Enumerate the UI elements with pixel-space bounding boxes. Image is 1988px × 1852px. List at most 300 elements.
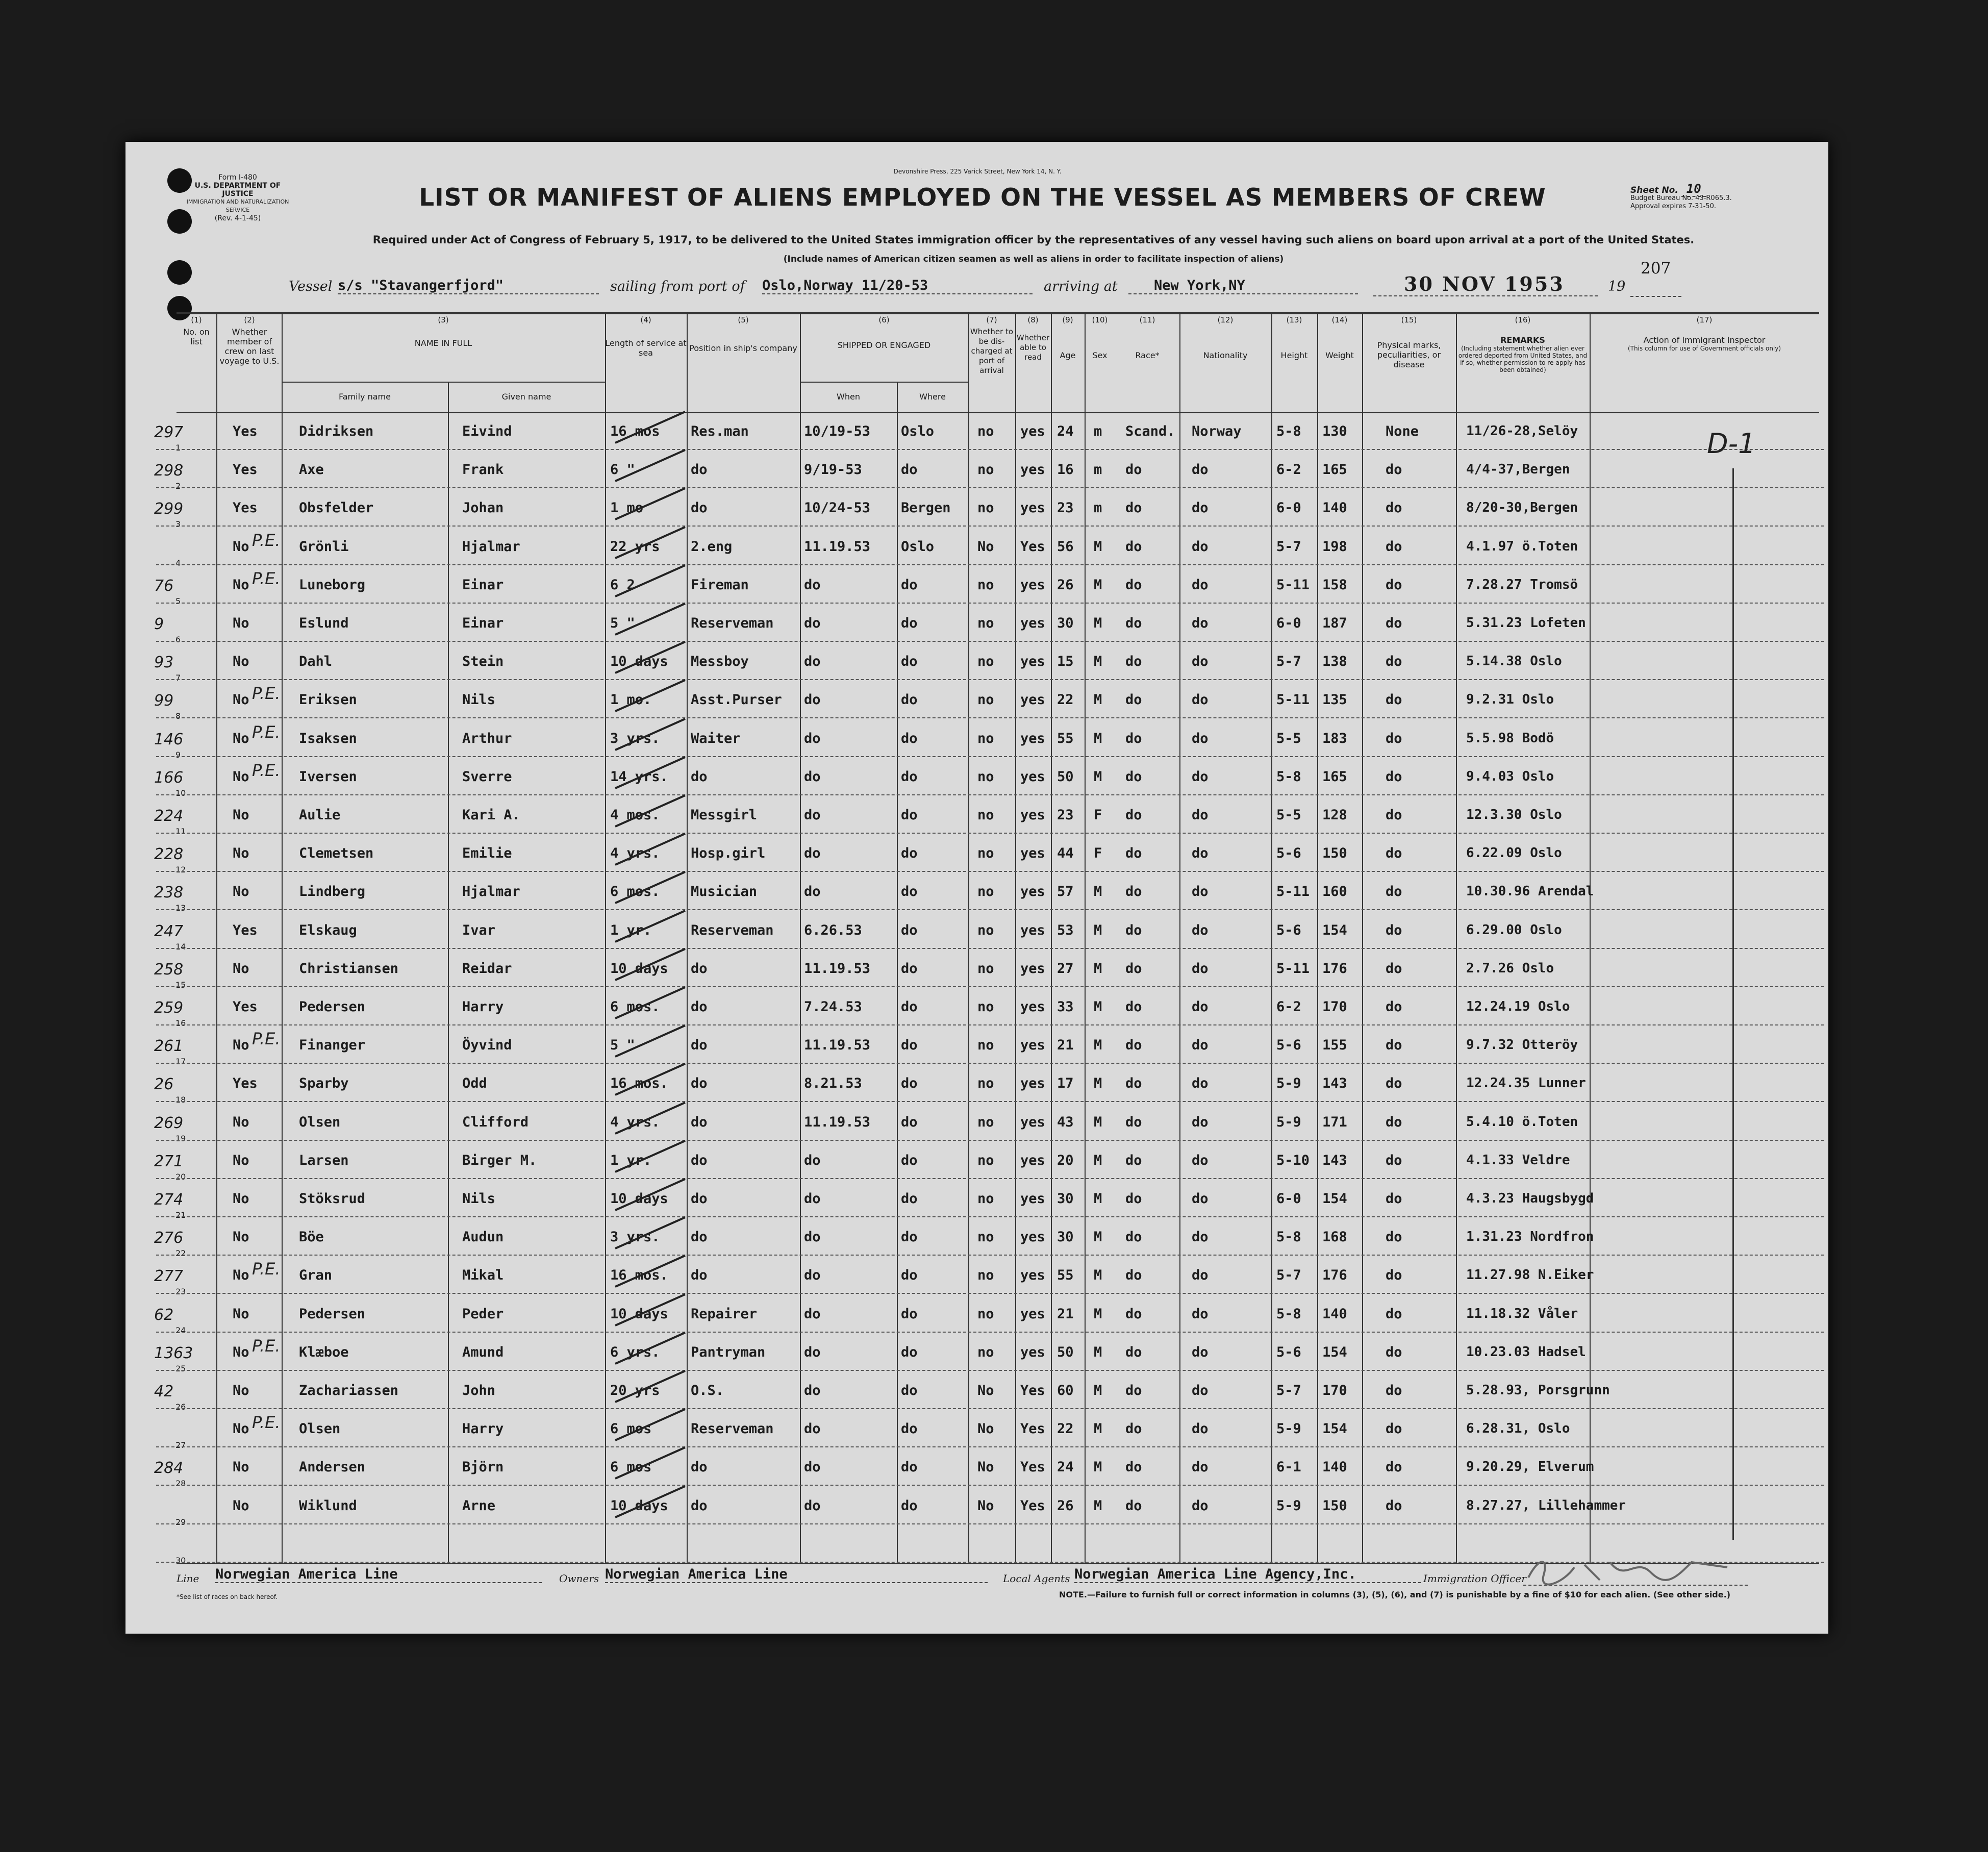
col-header-name: (3) NAME IN FULL	[414, 315, 472, 348]
cell-able-to-read: yes	[1020, 500, 1045, 516]
cell-race: do	[1125, 999, 1142, 1015]
cell-list-number: 261	[154, 1037, 184, 1056]
row-index: 18	[175, 1095, 186, 1105]
cell-race: do	[1125, 1152, 1142, 1168]
cell-height: 5-6	[1276, 1037, 1301, 1054]
row-index: 24	[175, 1325, 186, 1335]
cell-shipped-when: do	[804, 807, 821, 823]
cell-sex: M	[1094, 960, 1102, 977]
table-row	[125, 911, 1824, 952]
departure-port: Oslo,Norway 11/20-53	[762, 278, 1033, 294]
cell-discharged: no	[977, 730, 994, 746]
cell-height: 5-11	[1276, 577, 1310, 593]
cell-discharged: no	[977, 999, 994, 1015]
approval-expiry: Approval expires 7-31-50.	[1630, 203, 1716, 210]
table-row	[125, 1487, 1824, 1527]
cell-shipped-where: do	[901, 1421, 918, 1437]
cell-prev-voyage: No	[233, 538, 249, 555]
cell-able-to-read: yes	[1020, 768, 1045, 785]
col-header-inspector: (17) Action of Immigrant Inspector (This column for use of Government officials only)	[1627, 315, 1781, 352]
row-rule	[156, 603, 1824, 604]
cell-weight: 154	[1322, 1421, 1347, 1437]
cell-given-name: Kari A.	[462, 807, 520, 823]
cell-nationality: do	[1192, 1114, 1209, 1130]
cell-family-name: Finanger	[299, 1037, 366, 1054]
table-row	[125, 1295, 1824, 1333]
cell-age: 60	[1057, 1383, 1074, 1398]
cell-weight: 155	[1322, 1037, 1347, 1054]
cell-sex: M	[1094, 999, 1102, 1015]
cell-prev-voyage: Yes	[233, 999, 258, 1015]
cell-shipped-where: do	[901, 1037, 918, 1054]
cell-list-number: 259	[154, 999, 184, 1017]
cell-race: do	[1125, 1075, 1142, 1092]
col-header-family-name: Family name	[339, 392, 391, 402]
cell-position: do	[691, 1267, 708, 1284]
table-row	[125, 489, 1824, 530]
table-row	[125, 1333, 1824, 1371]
cell-service-length: 1 mo	[610, 500, 644, 516]
cell-shipped-where: do	[901, 577, 918, 593]
cell-service-length: 6 mos	[610, 1421, 652, 1437]
cell-physical-marks: do	[1386, 577, 1402, 593]
cell-family-name: Lindberg	[299, 884, 366, 900]
cell-remarks: 6.22.09 Oslo	[1466, 845, 1562, 861]
col-header-marks: (15) Physical marks, peculiarities, or disease	[1377, 315, 1441, 369]
cell-service-length: 10 days	[610, 1191, 668, 1207]
manifest-sheet	[125, 142, 1828, 1634]
cell-height: 6-2	[1276, 999, 1301, 1015]
cell-family-name: Obsfelder	[299, 500, 374, 516]
cell-physical-marks: do	[1386, 768, 1402, 785]
cell-sex: M	[1094, 922, 1102, 938]
cell-nationality: do	[1192, 692, 1209, 708]
cell-age: 24	[1057, 423, 1074, 439]
cell-list-number: 224	[154, 807, 184, 825]
cell-given-name: Harry	[462, 1421, 504, 1437]
cell-shipped-when: do	[804, 1229, 821, 1245]
cell-sex: m	[1094, 500, 1102, 516]
cell-physical-marks: do	[1386, 1497, 1402, 1514]
cell-height: 6-0	[1276, 1191, 1301, 1207]
cell-remarks: 9.20.29, Elverum	[1466, 1459, 1594, 1475]
table-row	[125, 1371, 1824, 1412]
cell-able-to-read: Yes	[1020, 1497, 1045, 1514]
cell-given-name: Stein	[462, 654, 504, 670]
cell-shipped-when: 10/19-53	[804, 423, 871, 439]
cell-age: 53	[1057, 922, 1074, 938]
cell-physical-marks: do	[1386, 1152, 1402, 1168]
cell-prev-voyage: No	[233, 1497, 249, 1514]
cell-discharged: No	[977, 1421, 994, 1437]
cell-discharged: no	[977, 1152, 994, 1168]
cell-height: 6-0	[1276, 615, 1301, 631]
printer-line: Devonshire Press, 225 Varick Street, New York 14, N. Y.	[893, 168, 1062, 175]
cell-given-name: Amund	[462, 1344, 504, 1360]
cell-sex: M	[1094, 768, 1102, 785]
cell-remarks: 5.4.10 ö.Toten	[1466, 1114, 1578, 1130]
form-block	[182, 173, 294, 222]
cell-list-number: 298	[154, 462, 184, 480]
cell-race: do	[1125, 462, 1142, 478]
fine-note: NOTE.—Failure to furnish full or correct information in columns (3), (5), (6), and (7) is punishable by a fine of $10 for each alien. (See other side.)	[1059, 1590, 1730, 1599]
cell-list-number: 277	[154, 1267, 184, 1286]
cell-given-name: Sverre	[462, 768, 512, 785]
cell-age: 24	[1057, 1459, 1074, 1475]
cell-given-name: Frank	[462, 462, 504, 478]
cell-position: do	[691, 1075, 708, 1092]
cell-given-name: Emilie	[462, 845, 512, 862]
cell-family-name: Didriksen	[299, 423, 374, 439]
cell-prev-voyage: Yes	[233, 462, 258, 478]
cell-shipped-when: do	[804, 1191, 821, 1207]
cell-sex: M	[1094, 1459, 1102, 1475]
cell-shipped-where: do	[901, 692, 918, 708]
crew-rows	[125, 412, 1824, 1563]
cell-age: 21	[1057, 1037, 1074, 1054]
year-field	[1630, 296, 1681, 297]
cell-able-to-read: yes	[1020, 1152, 1045, 1168]
table-row	[125, 872, 1824, 913]
row-rule	[156, 1370, 1824, 1371]
row-rule	[156, 564, 1824, 565]
row-rule	[156, 1255, 1824, 1256]
cell-prev-voyage: No	[233, 1267, 249, 1284]
cell-able-to-read: yes	[1020, 1114, 1045, 1130]
cell-height: 5-5	[1276, 807, 1301, 823]
cell-shipped-where: do	[901, 1191, 918, 1207]
cell-given-name: Johan	[462, 500, 504, 516]
cell-given-name: Einar	[462, 577, 504, 593]
agents-label: Local Agents	[1003, 1572, 1070, 1585]
col-header-shipped: (6) SHIPPED OR ENGAGED	[837, 315, 931, 350]
cell-given-name: Birger M.	[462, 1152, 537, 1168]
cell-list-number: 276	[154, 1229, 184, 1247]
cell-age: 16	[1057, 462, 1074, 478]
cell-given-name: Harry	[462, 999, 504, 1015]
cell-race: do	[1125, 845, 1142, 862]
cell-physical-marks: do	[1386, 615, 1402, 631]
cell-age: 56	[1057, 538, 1074, 555]
cell-family-name: Gran	[299, 1267, 333, 1284]
cell-family-name: Christiansen	[299, 960, 399, 977]
sheet-label: Sheet No.	[1630, 185, 1678, 195]
cell-service-length: 16 mos.	[610, 1075, 668, 1092]
cell-nationality: do	[1192, 807, 1209, 823]
cell-remarks: 5.31.23 Lofeten	[1466, 615, 1586, 631]
cell-remarks: 8/20-30,Bergen	[1466, 500, 1578, 516]
row-rule	[156, 986, 1824, 987]
cell-shipped-where: do	[901, 1497, 918, 1514]
cell-height: 5-8	[1276, 423, 1301, 439]
cell-height: 5-7	[1276, 538, 1301, 555]
cell-service-length: 1 yr.	[610, 922, 652, 938]
cell-age: 57	[1057, 884, 1074, 900]
cell-weight: 183	[1322, 730, 1347, 746]
cell-remarks: 7.28.27 Tromsö	[1466, 577, 1578, 592]
cell-physical-marks: do	[1386, 807, 1402, 823]
cell-physical-marks: do	[1386, 500, 1402, 516]
cell-family-name: Dahl	[299, 654, 333, 670]
cell-able-to-read: Yes	[1020, 1421, 1045, 1437]
binder-hole	[167, 260, 192, 285]
cell-shipped-when: do	[804, 1421, 821, 1437]
cell-shipped-when: do	[804, 884, 821, 900]
line-label: Line	[177, 1572, 199, 1585]
row-index: 2	[175, 481, 181, 491]
cell-shipped-where: do	[901, 960, 918, 977]
cell-shipped-where: do	[901, 1459, 918, 1475]
cell-remarks: 11.27.98 N.Eiker	[1466, 1267, 1594, 1283]
cell-nationality: do	[1192, 500, 1209, 516]
cell-service-length: 16 mos.	[610, 1267, 668, 1284]
cell-height: 5-10	[1276, 1152, 1310, 1168]
cell-discharged: no	[977, 1114, 994, 1130]
cell-weight: 165	[1322, 462, 1347, 478]
cell-service-length: 10 days	[610, 1497, 668, 1514]
cell-list-number: 99	[154, 692, 174, 710]
cell-discharged: no	[977, 462, 994, 478]
cell-shipped-where: do	[901, 1152, 918, 1168]
cell-prev-voyage: No	[233, 768, 249, 785]
cell-shipped-where: do	[901, 1267, 918, 1284]
port-label: sailing from port of	[610, 279, 745, 294]
cell-remarks: 9.4.03 Oslo	[1466, 768, 1554, 784]
row-index: 28	[175, 1479, 186, 1489]
cell-discharged: No	[977, 1383, 994, 1398]
cell-discharged: no	[977, 1037, 994, 1054]
cell-race: do	[1125, 1306, 1142, 1322]
cell-remarks: 4.1.33 Veldre	[1466, 1152, 1570, 1168]
cell-race: do	[1125, 500, 1142, 516]
table-row	[125, 1256, 1824, 1297]
cell-height: 5-8	[1276, 1229, 1301, 1245]
cell-able-to-read: yes	[1020, 730, 1045, 746]
cell-family-name: Böe	[299, 1229, 324, 1245]
cell-race: do	[1125, 1459, 1142, 1475]
cell-service-length: 4 mos.	[610, 807, 660, 823]
cell-list-number: 238	[154, 884, 184, 902]
cell-nationality: do	[1192, 462, 1209, 478]
cell-prev-voyage: No	[233, 1191, 249, 1207]
cell-family-name: Clemetsen	[299, 845, 374, 862]
cell-remarks: 4.1.97 ö.Toten	[1466, 538, 1578, 554]
cell-able-to-read: yes	[1020, 1229, 1045, 1245]
row-rule	[156, 1446, 1824, 1447]
races-note: *See list of races on back hereof.	[177, 1593, 278, 1600]
cell-physical-marks: do	[1386, 462, 1402, 478]
cell-position: Reserveman	[691, 922, 774, 938]
row-rule	[156, 794, 1824, 795]
cell-service-length: 5 "	[610, 1037, 635, 1054]
row-index: 5	[175, 596, 181, 606]
cell-race: do	[1125, 1229, 1142, 1245]
cell-able-to-read: yes	[1020, 1037, 1045, 1054]
cell-weight: 168	[1322, 1229, 1347, 1245]
cell-shipped-where: do	[901, 845, 918, 862]
cell-given-name: Einar	[462, 615, 504, 631]
cell-shipped-when: 6.26.53	[804, 922, 862, 938]
cell-position: 2.eng	[691, 538, 733, 555]
row-rule	[156, 1063, 1824, 1064]
col-header-nationality: (12) Nationality	[1203, 315, 1248, 360]
cell-shipped-where: do	[901, 615, 918, 631]
cell-able-to-read: yes	[1020, 845, 1045, 862]
cell-given-name: Peder	[462, 1306, 504, 1322]
cell-age: 17	[1057, 1075, 1074, 1092]
col-header-position: (5) Position in ship's company	[689, 315, 797, 353]
cell-service-length: 6 mos.	[610, 884, 660, 900]
table-row	[125, 1410, 1824, 1450]
year-label: 19	[1608, 279, 1626, 294]
cell-shipped-where: do	[901, 1383, 918, 1398]
table-row	[125, 1141, 1824, 1182]
cell-age: 30	[1057, 1229, 1074, 1245]
cell-race: do	[1125, 922, 1142, 938]
cell-shipped-where: do	[901, 922, 918, 938]
cell-prev-voyage: No	[233, 1344, 249, 1360]
owners-value: Norwegian America Line	[605, 1566, 988, 1583]
cell-remarks: 6.29.00 Oslo	[1466, 922, 1562, 938]
table-row	[125, 949, 1824, 990]
cell-sex: M	[1094, 1421, 1102, 1437]
cell-list-number: 42	[154, 1383, 174, 1400]
cell-sex: M	[1094, 1037, 1102, 1054]
cell-shipped-when: do	[804, 1267, 821, 1284]
cell-physical-marks: do	[1386, 1075, 1402, 1092]
cell-age: 55	[1057, 730, 1074, 746]
cell-position: do	[691, 462, 708, 478]
cell-height: 5-9	[1276, 1075, 1301, 1092]
cell-weight: 160	[1322, 884, 1347, 900]
cell-nationality: do	[1192, 960, 1209, 977]
cell-position: do	[691, 1497, 708, 1514]
cell-service-length: 6 mos	[610, 1459, 652, 1475]
cell-physical-marks: do	[1386, 654, 1402, 670]
cell-nationality: do	[1192, 1306, 1209, 1322]
cell-physical-marks: do	[1386, 1459, 1402, 1475]
cell-shipped-when: 7.24.53	[804, 999, 862, 1015]
cell-height: 5-11	[1276, 884, 1310, 900]
cell-given-name: Arne	[462, 1497, 496, 1514]
cell-physical-marks: do	[1386, 1229, 1402, 1245]
cell-given-name: John	[462, 1383, 496, 1398]
table-row	[125, 1103, 1824, 1141]
cell-shipped-where: do	[901, 1306, 918, 1322]
form-subtitle: Required under Act of Congress of February 5, 1917, to be delivered to the United States immigration officer by the representatives of any vessel having such aliens on board upon arrival at a port of the United States.	[372, 234, 1695, 246]
cell-discharged: No	[977, 1459, 994, 1475]
col-header-weight: (14) Weight	[1325, 315, 1354, 360]
cell-physical-marks: do	[1386, 1037, 1402, 1054]
cell-able-to-read: yes	[1020, 615, 1045, 631]
cell-nationality: do	[1192, 845, 1209, 862]
cell-position: do	[691, 1037, 708, 1054]
cell-sex: M	[1094, 1344, 1102, 1360]
arrival-port: New York,NY	[1128, 278, 1358, 294]
cell-shipped-where: do	[901, 1075, 918, 1092]
col-header-read: (8) Whether able to read	[1016, 315, 1050, 362]
cell-shipped-when: 11.19.53	[804, 1037, 871, 1054]
cell-physical-marks: do	[1386, 1421, 1402, 1437]
cell-shipped-when: 10/24-53	[804, 500, 871, 516]
cell-given-name: Ivar	[462, 922, 496, 938]
row-index: 23	[175, 1287, 186, 1297]
cell-prev-voyage: No	[233, 654, 249, 670]
cell-service-length: 20 yrs	[610, 1383, 660, 1398]
cell-sex: M	[1094, 692, 1102, 708]
row-rule	[156, 871, 1824, 872]
row-index: 7	[175, 673, 181, 683]
cell-position: do	[691, 1459, 708, 1475]
cell-age: 26	[1057, 1497, 1074, 1514]
cell-given-name: Nils	[462, 1191, 496, 1207]
cell-prev-voyage: No	[233, 1152, 249, 1168]
cell-able-to-read: yes	[1020, 577, 1045, 593]
cell-age: 50	[1057, 1344, 1074, 1360]
cell-family-name: Eriksen	[299, 692, 357, 708]
cell-prev-voyage: No	[233, 615, 249, 631]
cell-physical-marks: do	[1386, 1191, 1402, 1207]
cell-race: do	[1125, 730, 1142, 746]
cell-prev-voyage: Yes	[233, 423, 258, 439]
cell-list-number: 299	[154, 500, 184, 518]
cell-discharged: no	[977, 615, 994, 631]
col-header-list-no: (1) No. on list	[183, 315, 210, 346]
pe-annotation: P.E.	[252, 1413, 281, 1433]
cell-service-length: 14 yrs.	[610, 768, 668, 785]
col-header-where: Where	[919, 392, 946, 402]
cell-service-length: 10 days	[610, 1306, 668, 1322]
table-row	[125, 834, 1824, 875]
cell-nationality: do	[1192, 1383, 1209, 1398]
row-rule	[156, 1178, 1824, 1179]
cell-discharged: no	[977, 1306, 994, 1322]
col-header-remarks: (16) REMARKS (Including statement whether alien ever ordered deported from United States, and if so, whether permission to re-apply has been obtained)	[1458, 315, 1588, 373]
cell-discharged: no	[977, 1344, 994, 1360]
cell-family-name: Olsen	[299, 1114, 341, 1130]
table-row	[125, 988, 1824, 1028]
cell-shipped-where: do	[901, 1114, 918, 1130]
cell-able-to-read: yes	[1020, 1191, 1045, 1207]
form-revision: (Rev. 4-1-45)	[214, 214, 261, 222]
cell-list-number: 271	[154, 1152, 184, 1170]
cell-list-number: 9	[154, 615, 164, 633]
cell-physical-marks: do	[1386, 1114, 1402, 1130]
cell-nationality: do	[1192, 1459, 1209, 1475]
row-index: 19	[175, 1133, 186, 1143]
row-rule	[156, 449, 1824, 450]
cell-height: 6-1	[1276, 1459, 1301, 1475]
col-header-sex: (10) Sex	[1092, 315, 1108, 360]
cell-prev-voyage: No	[233, 884, 249, 900]
cell-age: 22	[1057, 1421, 1074, 1437]
cell-shipped-when: do	[804, 692, 821, 708]
cell-discharged: no	[977, 922, 994, 938]
cell-race: do	[1125, 1037, 1142, 1054]
cell-shipped-where: do	[901, 884, 918, 900]
cell-remarks: 10.23.03 Hadsel	[1466, 1344, 1586, 1360]
pe-annotation: P.E.	[252, 568, 281, 588]
cell-shipped-when: 11.19.53	[804, 960, 871, 977]
cell-sex: M	[1094, 1152, 1102, 1168]
cell-position: Messgirl	[691, 807, 758, 823]
cell-prev-voyage: No	[233, 1421, 249, 1437]
cell-given-name: Arthur	[462, 730, 512, 746]
cell-prev-voyage: No	[233, 730, 249, 746]
cell-shipped-when: do	[804, 768, 821, 785]
cell-position: Musician	[691, 884, 758, 900]
cell-shipped-where: Oslo	[901, 538, 935, 555]
